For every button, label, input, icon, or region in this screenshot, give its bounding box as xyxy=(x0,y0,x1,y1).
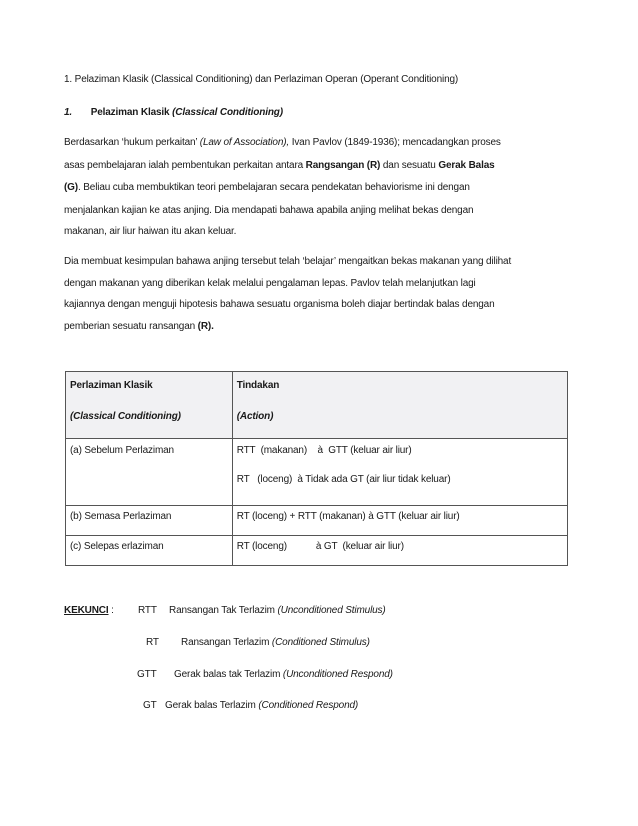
main-heading xyxy=(64,74,458,85)
table-row xyxy=(66,506,568,536)
section-title-italic: (Classical Conditioning) xyxy=(172,107,283,118)
row-a-action1: RTT (makanan) à GTT (keluar air liur) xyxy=(236,445,412,456)
key-desc-italic: (Conditioned Stimulus) xyxy=(271,637,370,648)
key-desc-gtt xyxy=(174,669,393,680)
para2-l2: dengan makanan yang diberikan kelak melalui pengalaman lepas. Pavlov telah melanjutkan lagi xyxy=(64,278,476,289)
key-abbr-gtt xyxy=(137,669,157,680)
key-label xyxy=(64,605,114,616)
table-header-row xyxy=(66,372,568,439)
row-action xyxy=(232,536,567,566)
key-abbr-text: GT xyxy=(143,700,157,711)
key-abbr-text: RT xyxy=(146,637,159,648)
para1-l5: makanan, air liur haiwan itu akan keluar. xyxy=(64,226,237,237)
para2-line3 xyxy=(64,299,495,310)
header-cell-action xyxy=(232,372,567,439)
row-label xyxy=(66,439,233,506)
row-a-label: (a) Sebelum Perlaziman xyxy=(70,445,174,456)
header-col2-line2: (Action) xyxy=(236,411,274,422)
row-c-label: (c) Selepas erlaziman xyxy=(70,541,164,552)
para2-l1: Dia membuat kesimpulan bahawa anjing tersebut telah ‘belajar’ mengaitkan bekas makanan yang dilihat xyxy=(64,256,512,267)
row-b-action1: RT (loceng) + RTT (makanan) à GTT (keluar air liur) xyxy=(236,511,460,522)
para2-line2 xyxy=(64,278,476,289)
section-number: 1. xyxy=(64,107,73,118)
para2-line1 xyxy=(64,256,511,267)
para1-line2 xyxy=(64,160,495,171)
key-desc-italic: (Unconditioned Stimulus) xyxy=(277,605,386,616)
para1-l3b: . Beliau cuba membuktikan teori pembelajaran secara pendekatan behaviorisme ini dengan xyxy=(78,182,470,193)
table-row xyxy=(66,439,568,506)
key-desc-italic: (Conditioned Respond) xyxy=(258,700,359,711)
header-cell-type xyxy=(66,372,233,439)
key-desc-rtt xyxy=(169,605,386,616)
key-abbr-rt xyxy=(146,637,159,648)
table-row xyxy=(66,536,568,566)
row-label xyxy=(66,506,233,536)
para1-l2a: asas pembelajaran ialah pembentukan perkaitan antara xyxy=(64,160,306,171)
key-desc-rt xyxy=(181,637,370,648)
section-title: Pelaziman Klasik xyxy=(90,107,173,118)
key-desc-gt xyxy=(165,700,358,711)
key-desc-text: Gerak balas tak Terlazim xyxy=(174,669,283,680)
para2-line4 xyxy=(64,321,214,332)
header-col2-line1: Tindakan xyxy=(236,380,280,391)
header-col1-line2: (Classical Conditioning) xyxy=(70,411,181,422)
section-heading xyxy=(64,107,283,118)
para1-l2d: Gerak Balas xyxy=(438,160,495,171)
row-b-label: (b) Semasa Perlaziman xyxy=(70,511,172,522)
para1-l2b: Rangsangan (R) xyxy=(305,160,381,171)
row-label xyxy=(66,536,233,566)
para1-line5 xyxy=(64,226,236,237)
key-abbr-gt xyxy=(143,700,157,711)
para1-l4: menjalankan kajian ke atas anjing. Dia mendapati bahawa apabila anjing melihat bekas dengan xyxy=(64,205,474,216)
para1-l1b: (Law of Association), xyxy=(199,137,290,148)
key-desc-text: Ransangan Tak Terlazim xyxy=(169,605,278,616)
para1-line4 xyxy=(64,205,473,216)
row-action xyxy=(232,439,567,506)
row-a-action2: RT (loceng) à Tidak ada GT (air liur tidak keluar) xyxy=(236,474,451,485)
para1-l2c: dan sesuatu xyxy=(380,160,439,171)
key-label-text: KEKUNCI xyxy=(64,605,109,616)
para2-l4a: pemberian sesuatu ransangan xyxy=(64,321,198,332)
key-abbr-text: RTT xyxy=(138,605,157,616)
para2-l3: kajiannya dengan menguji hipotesis bahawa sesuatu organisma boleh diajar bertindak balas dengan xyxy=(64,299,495,310)
para1-l1c: Ivan Pavlov (1849-1936); mencadangkan proses xyxy=(289,137,501,148)
key-desc-text: Gerak balas Terlazim xyxy=(165,700,259,711)
key-abbr-rtt xyxy=(138,605,157,616)
row-action xyxy=(232,506,567,536)
main-heading-text: 1. Pelaziman Klasik (Classical Conditioning) dan Perlaziman Operan (Operant Conditioning) xyxy=(64,74,459,85)
conditioning-table xyxy=(65,371,568,566)
para1-line1 xyxy=(64,137,501,148)
header-col1-line1: Perlaziman Klasik xyxy=(70,380,153,391)
row-c-action1: RT (loceng) à GT (keluar air liur) xyxy=(236,541,404,552)
key-abbr-text: GTT xyxy=(137,669,157,680)
para1-l3a: (G) xyxy=(64,182,78,193)
para1-l1a: Berdasarkan ‘hukum perkaitan’ xyxy=(64,137,200,148)
para1-line3 xyxy=(64,182,470,193)
key-colon: : xyxy=(111,605,114,616)
key-desc-italic: (Unconditioned Respond) xyxy=(282,669,393,680)
para2-l4b: (R). xyxy=(197,321,214,332)
key-desc-text: Ransangan Terlazim xyxy=(181,637,272,648)
